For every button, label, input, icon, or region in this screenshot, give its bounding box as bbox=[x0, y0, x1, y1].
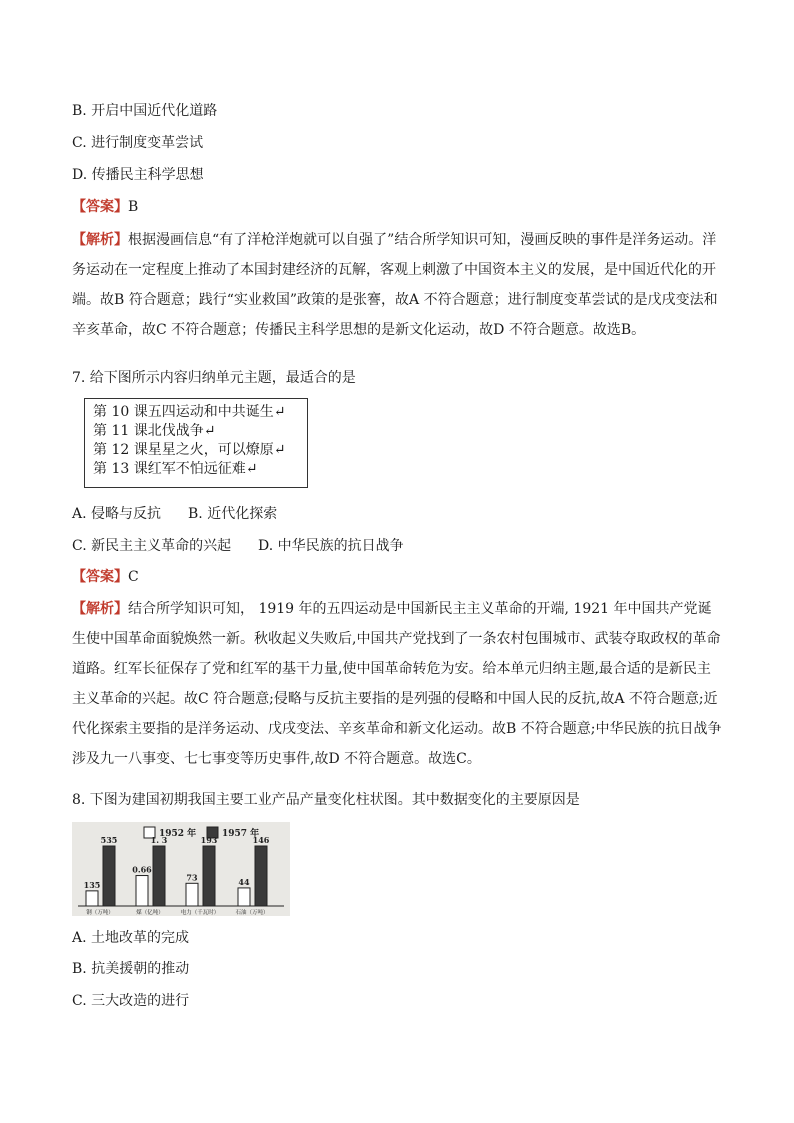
lesson-line: 第 11 课北伐战争↵ bbox=[93, 423, 216, 439]
answer-value: B bbox=[128, 199, 139, 215]
chart-svg bbox=[72, 822, 290, 916]
q6-option-b: B. 开启中国近代化道路 bbox=[72, 103, 218, 119]
q7-option-a: A. 侵略与反抗 bbox=[72, 506, 162, 522]
q6-option-c: C. 进行制度变革尝试 bbox=[72, 135, 204, 151]
lesson-line: 第 13 课红军不怕远征难↵ bbox=[93, 461, 258, 477]
q7-stem: 7. 给下图所示内容归纳单元主题，最适合的是 bbox=[72, 370, 356, 386]
legend-label: 1952 年 bbox=[159, 829, 197, 839]
q8-bar-chart bbox=[72, 822, 290, 916]
q6-answer bbox=[72, 197, 138, 217]
bar bbox=[103, 846, 115, 906]
q7-option-d: D. 中华民族的抗日战争 bbox=[258, 538, 404, 554]
bar bbox=[86, 891, 98, 906]
category-tick-label: 电力（千瓦时） bbox=[180, 910, 220, 916]
q7-option-c: C. 新民主主义革命的兴起 bbox=[72, 538, 232, 554]
bar-value-label: 535 bbox=[100, 835, 118, 845]
q7-lesson-box bbox=[84, 398, 308, 488]
q8-option-c: C. 三大改造的进行 bbox=[72, 993, 190, 1009]
bar-value-label: 0.66 bbox=[132, 864, 152, 875]
bar bbox=[238, 888, 250, 906]
analysis-tag: 【解析】 bbox=[72, 232, 128, 248]
lesson-line: 第 12 课星星之火，可以燎原↵ bbox=[93, 442, 286, 458]
bar-value-label: 44 bbox=[238, 876, 250, 887]
bar-value-label: 73 bbox=[186, 872, 198, 883]
bar-value-label: 135 bbox=[83, 879, 101, 890]
legend-label: 1957 年 bbox=[222, 829, 260, 839]
analysis-text: 结合所学知识可知， 1919 年的五四运动是中国新民主主义革命的开端, 1921 年中国共产党诞生使中国革命面貌焕然一新。秋收起义失败后,中国共产党找到了一条农村包围城市、武装夺取政权的革命道路。红军长征保存了党和红军的基干力量,使中国革命转危为安。给本单元归纳主题,最合适的是新民主主义革命的兴起。故C 符合题意;侵略与反抗主要指的是列强的侵略和中国人民的反抗,故A 不符合题意;近代化探索主要指的是洋务运动、戊戌变法、辛亥革命和新文化运动。故B 不符合题意;中华民族的抗日战争涉及九一八事变、七七事变等历史事件,故D 不符合题意。故选C。 bbox=[72, 601, 722, 767]
category-tick-label: 煤（亿吨） bbox=[136, 910, 164, 916]
analysis-tag: 【解析】 bbox=[72, 601, 128, 617]
bar-value-label: 146 bbox=[252, 835, 270, 845]
answer-value: C bbox=[128, 569, 139, 585]
analysis-text: 根据漫画信息“有了洋枪洋炮就可以自强了”结合所学知识可知，漫画反映的事件是洋务运动。洋务运动在一定程度上推动了本国封建经济的瓦解，客观上刺激了中国资本主义的发展，是中国近代化的开端。故B 符合题意；践行“实业救国”政策的是张謇，故A 不符合题意；进行制度变革尝试的是戊戌变法和辛亥革命，故C 不符合题意；传播民主科学思想的是新文化运动，故D 不符合题意。故选B。 bbox=[72, 232, 718, 338]
q7-analysis bbox=[72, 594, 724, 774]
bar bbox=[203, 846, 215, 906]
q6-analysis bbox=[72, 225, 724, 345]
answer-tag: 【答案】 bbox=[72, 569, 128, 585]
q6-option-d: D. 传播民主科学思想 bbox=[72, 167, 204, 183]
bar-value-label: 193 bbox=[200, 835, 218, 845]
bar-value-label: 1. 3 bbox=[150, 835, 168, 845]
bar bbox=[136, 876, 148, 906]
category-tick-label: 钢（万吨） bbox=[86, 910, 114, 916]
bar bbox=[153, 846, 165, 906]
lesson-line: 第 10 课五四运动和中共诞生↵ bbox=[93, 404, 286, 420]
category-tick-label: 石油（万吨） bbox=[235, 910, 269, 916]
q8-stem: 8. 下图为建国初期我国主要工业产品产量变化柱状图。其中数据变化的主要原因是 bbox=[72, 792, 580, 808]
q7-answer bbox=[72, 567, 139, 587]
answer-tag: 【答案】 bbox=[72, 199, 128, 215]
bar bbox=[186, 883, 198, 906]
q8-option-a: A. 土地改革的完成 bbox=[72, 930, 190, 946]
q7-option-b: B. 近代化探索 bbox=[188, 506, 278, 522]
bar bbox=[255, 846, 267, 906]
q8-option-b: B. 抗美援朝的推动 bbox=[72, 961, 190, 977]
